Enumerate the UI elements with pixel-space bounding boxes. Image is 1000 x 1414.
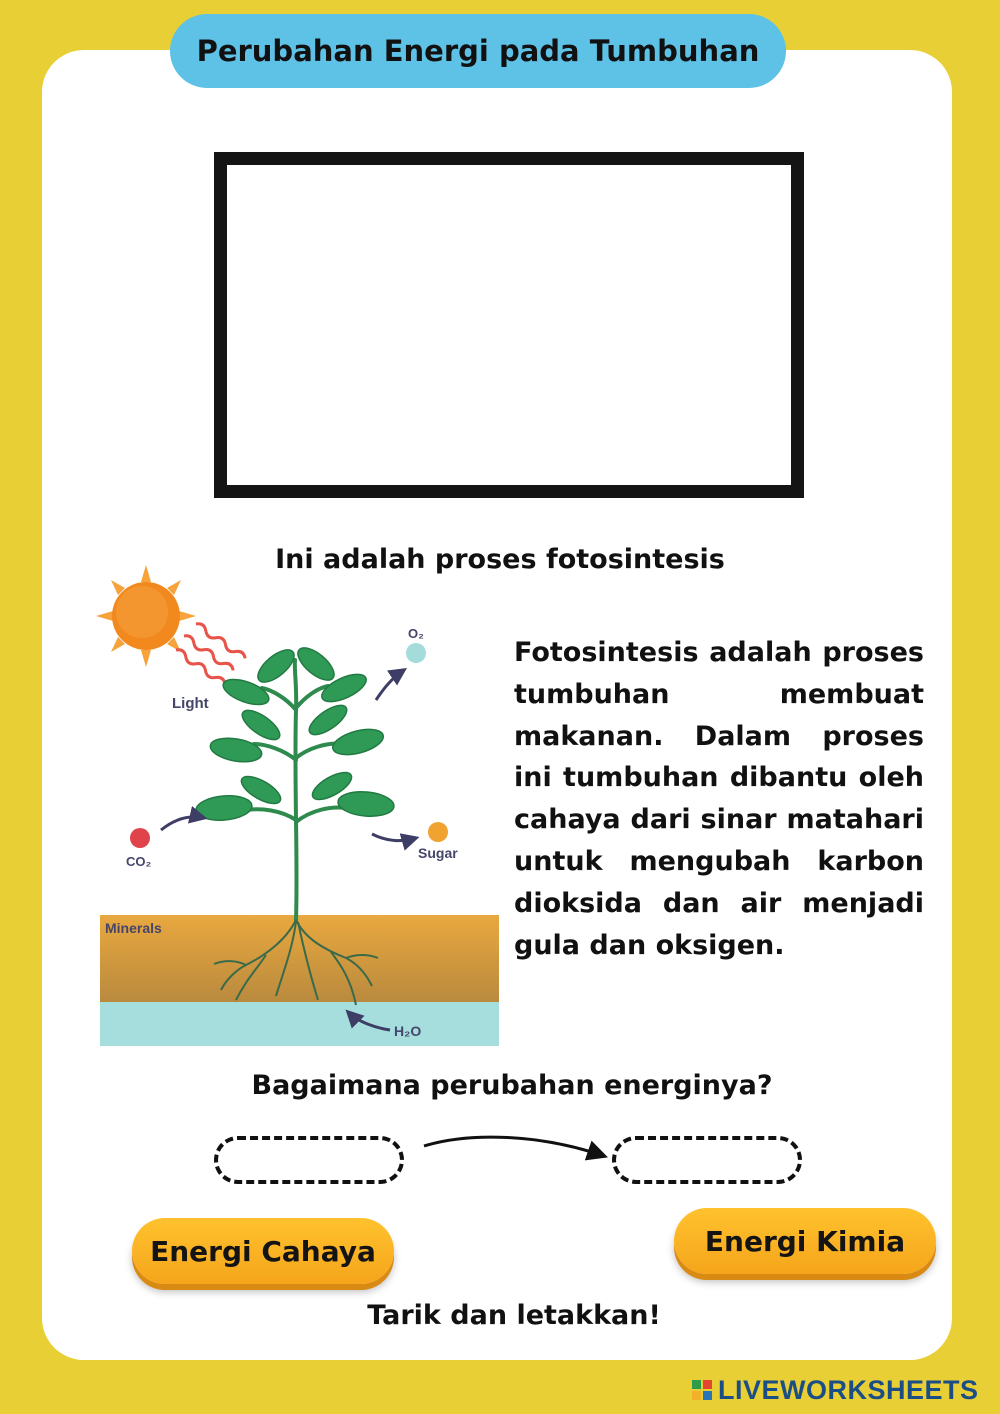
drop-zone-right[interactable] [612, 1136, 802, 1184]
sugar-label: Sugar [418, 845, 458, 861]
co2-molecule [130, 828, 150, 848]
liveworksheets-logo-icon [692, 1380, 712, 1400]
h2o-label: H₂O [394, 1023, 422, 1039]
instruction-text: Tarik dan letakkan! [367, 1300, 661, 1331]
co2-arrow [161, 817, 204, 830]
brand-text: LIVEWORKSHEETS [718, 1374, 979, 1405]
description-text: Fotosintesis adalah proses tumbuhan membuat makanan. Dalam proses ini tumbuhan dibantu oleh cahaya dari sinar matahari untuk mengubah karbon dioksida dan air menjadi gula dan oksigen. [514, 637, 924, 961]
chip-energi-kimia[interactable]: Energi Kimia [674, 1208, 936, 1274]
video-frame[interactable] [214, 152, 804, 498]
page-title: Perubahan Energi pada Tumbuhan [170, 14, 786, 88]
sugar-molecule [428, 822, 448, 842]
sugar-arrow [372, 834, 416, 841]
o2-label: O₂ [408, 626, 424, 641]
subtitle: Ini adalah proses fotosintesis [275, 544, 725, 575]
flow-arrow [420, 1128, 610, 1168]
minerals-label: Minerals [105, 920, 162, 936]
drop-zone-left[interactable] [214, 1136, 404, 1184]
photosynthesis-diagram [96, 560, 506, 1050]
chip-energi-cahaya[interactable]: Energi Cahaya [132, 1218, 394, 1284]
question-text: Bagaimana perubahan energinya? [251, 1070, 773, 1101]
water-layer [100, 1000, 499, 1046]
liveworksheets-brand[interactable] [692, 1374, 979, 1406]
co2-label: CO₂ [126, 854, 152, 869]
oxygen-molecule [406, 643, 426, 663]
light-rays [174, 622, 247, 687]
o2-arrow [376, 670, 404, 700]
light-label: Light [172, 695, 209, 712]
